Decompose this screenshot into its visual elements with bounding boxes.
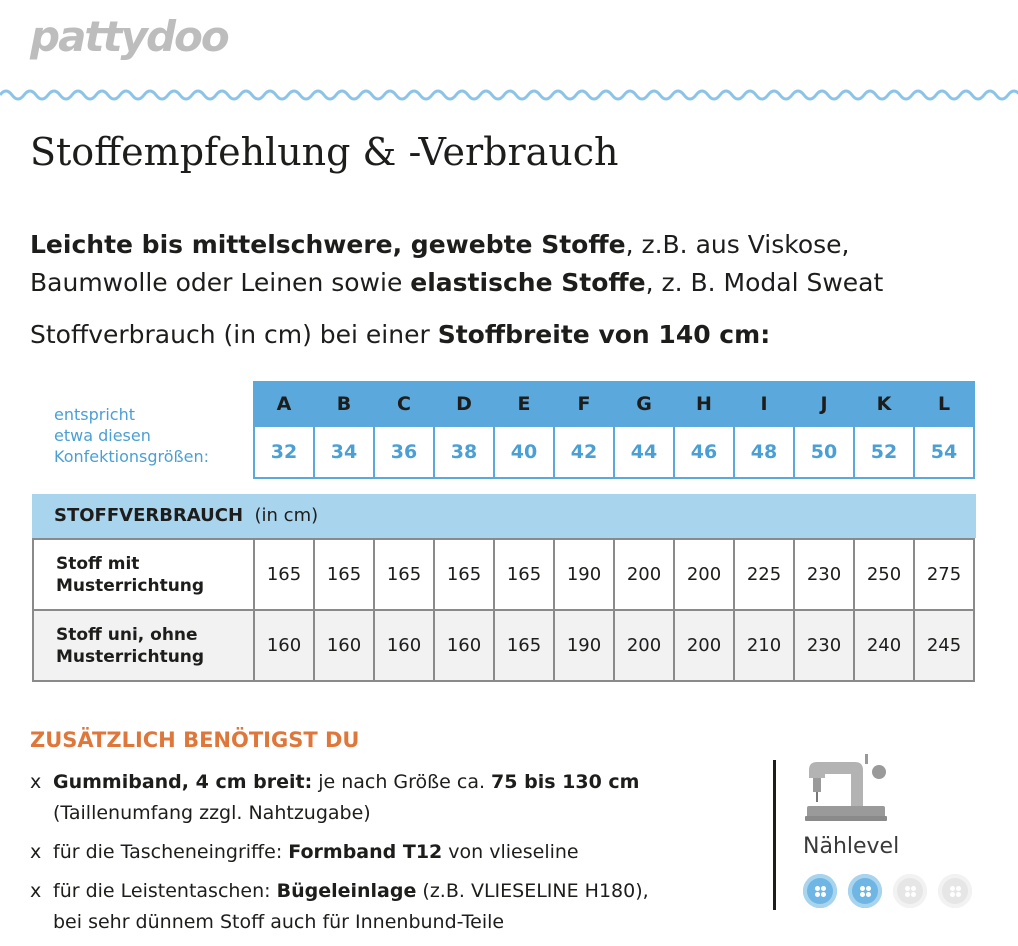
size-number-cell: 44 [614,426,674,478]
row-label-line: Stoff mit [56,553,140,574]
brand-logo: pattydoo [30,12,228,61]
wave-divider [0,84,1018,106]
value-cell: 190 [554,539,614,610]
item-bold: Formband T12 [288,841,443,863]
size-letter-cell: D [434,382,494,426]
value-cell: 200 [674,539,734,610]
size-table [253,381,975,479]
intro-text-3: , z. B. Modal Sweat [645,268,884,297]
level-button-inactive [938,874,972,908]
size-letter-cell: F [554,382,614,426]
usage-bold: Stoffbreite von 140 cm [437,320,761,349]
sizes-label-line: etwa diesen [54,426,151,445]
usage-table-header [32,494,976,538]
value-cell: 165 [494,610,554,681]
size-number-cell: 42 [554,426,614,478]
value-cell: 200 [614,539,674,610]
usage-line [30,320,770,349]
value-cell: 210 [734,610,794,681]
size-letter-cell: C [374,382,434,426]
row-label-line: Musterrichtung [56,646,205,667]
list-item [30,876,649,938]
size-number-cell: 48 [734,426,794,478]
usage-header-bold: STOFFVERBRAUCH [54,505,244,526]
button-hole [956,886,961,891]
item-text: (Taillenumfang zzgl. Nahtzugabe) [53,802,371,824]
value-cell: 275 [914,539,974,610]
button-hole [911,886,916,891]
value-cell: 165 [494,539,554,610]
value-cell: 165 [374,539,434,610]
list-marker: x [30,841,42,863]
item-bold: Gummiband, 4 cm breit: [53,771,313,793]
usage-header-unit: (in cm) [254,505,319,526]
fabric-recommendation [30,226,1000,302]
intro-text-1: , z.B. aus Viskose, [625,230,850,259]
value-cell: 160 [254,610,314,681]
size-letter-cell: H [674,382,734,426]
size-letter-cell: G [614,382,674,426]
value-cell: 160 [374,610,434,681]
value-cell: 160 [314,610,374,681]
value-cell: 250 [854,539,914,610]
list-item [30,837,579,868]
usage-text-1: Stoffverbrauch (in cm) bei einer [30,320,438,349]
button-hole [950,886,955,891]
button-hole [911,892,916,897]
button-hole [821,892,826,897]
sewing-machine-icon [803,752,889,824]
sizes-label-line: entspricht [54,405,135,424]
level-button-active [803,874,837,908]
row-label [33,539,254,610]
button-hole [950,892,955,897]
size-number-cell: 46 [674,426,734,478]
item-bold: Bügeleinlage [276,880,417,902]
table-row [33,610,974,681]
row-label-line: Stoff uni, ohne [56,624,198,645]
value-cell: 230 [794,610,854,681]
level-button-active [848,874,882,908]
item-bold: 75 bis 130 cm [491,771,640,793]
value-cell: 190 [554,610,614,681]
size-number-cell: 50 [794,426,854,478]
size-number-cell: 54 [914,426,974,478]
sizes-label-line: Konfektionsgrößen: [54,447,209,466]
value-cell: 200 [614,610,674,681]
page-title: Stoffempfehlung & -Verbrauch [30,130,619,174]
size-number-cell: 32 [254,426,314,478]
row-label [33,610,254,681]
intro-bold-2: elastische Stoffe [410,268,646,297]
size-number-cell: 40 [494,426,554,478]
extra-heading: ZUSÄTZLICH BENÖTIGST DU [30,728,360,752]
intro-bold-1: Leichte bis mittelschwere, gewebte Stoffe [30,230,626,259]
sizes-label [54,404,209,467]
button-hole [815,892,820,897]
item-text: bei sehr dünnem Stoff auch für Innenbund-Teile [53,911,505,933]
usage-text-2: : [760,320,771,349]
size-letter-cell: I [734,382,794,426]
value-cell: 225 [734,539,794,610]
item-text: für die Leistentaschen: [53,880,277,902]
size-number-cell: 52 [854,426,914,478]
button-hole [860,892,865,897]
button-hole [866,886,871,891]
intro-text-2: Baumwolle oder Leinen sowie [30,268,411,297]
list-item [30,767,639,829]
size-number-cell: 38 [434,426,494,478]
size-letter-cell: E [494,382,554,426]
value-cell: 165 [434,539,494,610]
size-number-cell: 34 [314,426,374,478]
button-hole [905,892,910,897]
naehlevel-label: Nählevel [803,834,900,859]
value-cell: 230 [794,539,854,610]
table-row [33,539,974,610]
button-hole [821,886,826,891]
list-marker: x [30,880,42,902]
value-cell: 160 [434,610,494,681]
value-cell: 245 [914,610,974,681]
list-marker: x [30,771,42,793]
usage-table [32,538,975,682]
button-hole [860,886,865,891]
button-hole [815,886,820,891]
size-letters-row [254,382,974,426]
size-letter-cell: A [254,382,314,426]
size-letter-cell: B [314,382,374,426]
size-letter-cell: L [914,382,974,426]
size-number-cell: 36 [374,426,434,478]
size-letter-cell: K [854,382,914,426]
value-cell: 165 [254,539,314,610]
button-hole [956,892,961,897]
item-text: je nach Größe ca. [312,771,492,793]
level-button-inactive [893,874,927,908]
size-numbers-row [254,426,974,478]
item-text: (z.B. VLIESELINE H180), [416,880,649,902]
item-text: von vlieseline [442,841,579,863]
divider-line [773,760,776,910]
value-cell: 240 [854,610,914,681]
button-hole [905,886,910,891]
value-cell: 165 [314,539,374,610]
row-label-line: Musterrichtung [56,575,205,596]
size-letter-cell: J [794,382,854,426]
value-cell: 200 [674,610,734,681]
button-hole [866,892,871,897]
item-text: für die Tascheneingriffe: [53,841,289,863]
